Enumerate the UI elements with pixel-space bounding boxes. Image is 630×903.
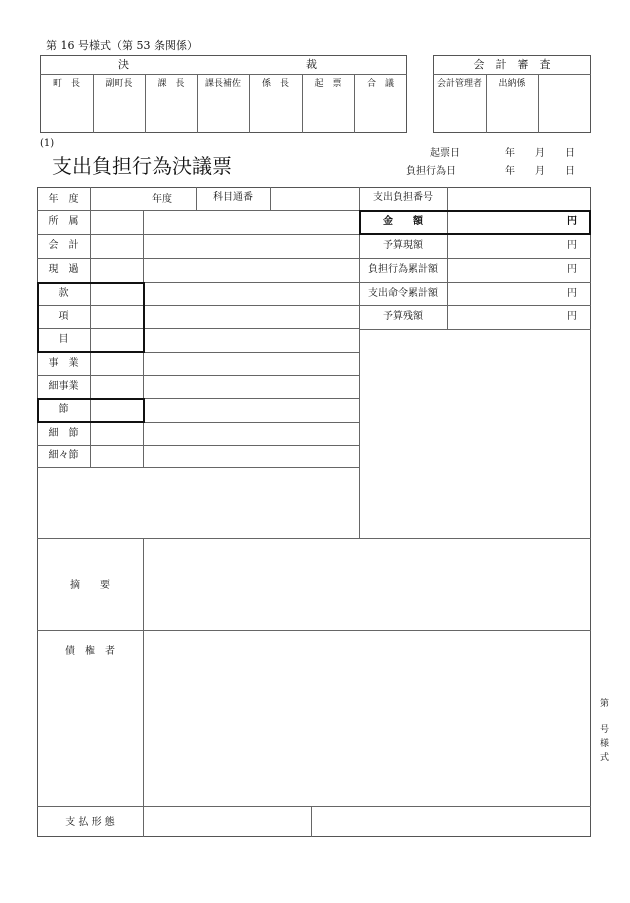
label-meirei-ruikei: 支出命令累計額 (368, 288, 438, 299)
kihyo-date-value: 年 月 日 (505, 148, 575, 159)
label-sai-jigyo: 細事業 (48, 381, 79, 392)
yen-futan-ruikei: 円 (567, 264, 577, 275)
yen-yosan-gengaku: 円 (567, 240, 577, 251)
label-saisetsu: 細 節 (48, 428, 79, 439)
label-kan: 款 (58, 288, 69, 299)
role-chocho: 町 長 (52, 79, 80, 89)
yen-kingaku: 円 (567, 216, 577, 227)
label-shishutsu-futan-bango: 支出負担番号 (373, 192, 433, 203)
label-kamoku-tsuban: 科目通番 (213, 192, 253, 203)
page-marker: (1) (40, 138, 55, 149)
label-jigyo: 事 業 (48, 358, 79, 369)
futan-date-value: 年 月 日 (505, 166, 575, 177)
side-note-dai: 第 (600, 699, 610, 709)
side-note-yo: 様 (600, 739, 610, 749)
side-note-go: 号 (600, 725, 610, 735)
role-kaikei-kanrisha: 会計管理者 (436, 79, 482, 89)
label-futan-ruikei: 負担行為累計額 (368, 264, 438, 275)
label-setsu: 節 (58, 404, 69, 415)
role-suitou: 出納係 (498, 79, 526, 89)
kan-kou-moku-box (37, 282, 145, 353)
label-kou: 項 (58, 311, 69, 322)
label-saikensha: 債 権 者 (65, 646, 115, 657)
yen-yosan-zangaku: 円 (567, 311, 577, 322)
label-genka: 現 過 (48, 264, 79, 275)
role-kacho-hosa: 課長補佐 (204, 79, 241, 89)
label-kaikei: 会 計 (48, 240, 79, 251)
approval-kessai-left: 決 (118, 58, 129, 71)
approval-box (40, 55, 407, 133)
label-yosan-zangaku: 予算残額 (383, 311, 423, 322)
kihyo-date-label: 起票日 (430, 148, 460, 159)
label-kingaku: 金 額 (383, 216, 423, 227)
label-nendo: 年 度 (48, 194, 79, 205)
label-shozoku: 所 属 (48, 216, 79, 227)
setsu-box (37, 398, 145, 423)
role-kakaricho: 係 長 (261, 79, 289, 89)
yen-meirei-ruikei: 円 (567, 288, 577, 299)
futan-date-label: 負担行為日 (406, 166, 456, 177)
role-gogi: 合 議 (366, 79, 394, 89)
label-shiharai-keitai: 支 払 形 態 (65, 817, 115, 828)
form-id: 第 16 号様式（第 53 条関係） (46, 39, 198, 52)
page-title: 支出負担行為決議票 (52, 154, 232, 178)
label-moku: 目 (58, 334, 69, 345)
label-saisaisetsu: 細々節 (48, 450, 79, 461)
role-fukuchocho: 副町長 (105, 79, 133, 89)
audit-title: 会 計 審 査 (473, 58, 551, 71)
side-note-shiki: 式 (600, 753, 610, 763)
role-kacho: 課 長 (157, 79, 185, 89)
role-kihyo: 起 票 (314, 79, 342, 89)
label-yosan-gengaku: 予算現額 (383, 240, 423, 251)
label-tekiyo: 摘 要 (70, 580, 110, 591)
label-nendo-unit: 年度 (152, 194, 172, 205)
approval-kessai-right: 裁 (306, 58, 317, 71)
